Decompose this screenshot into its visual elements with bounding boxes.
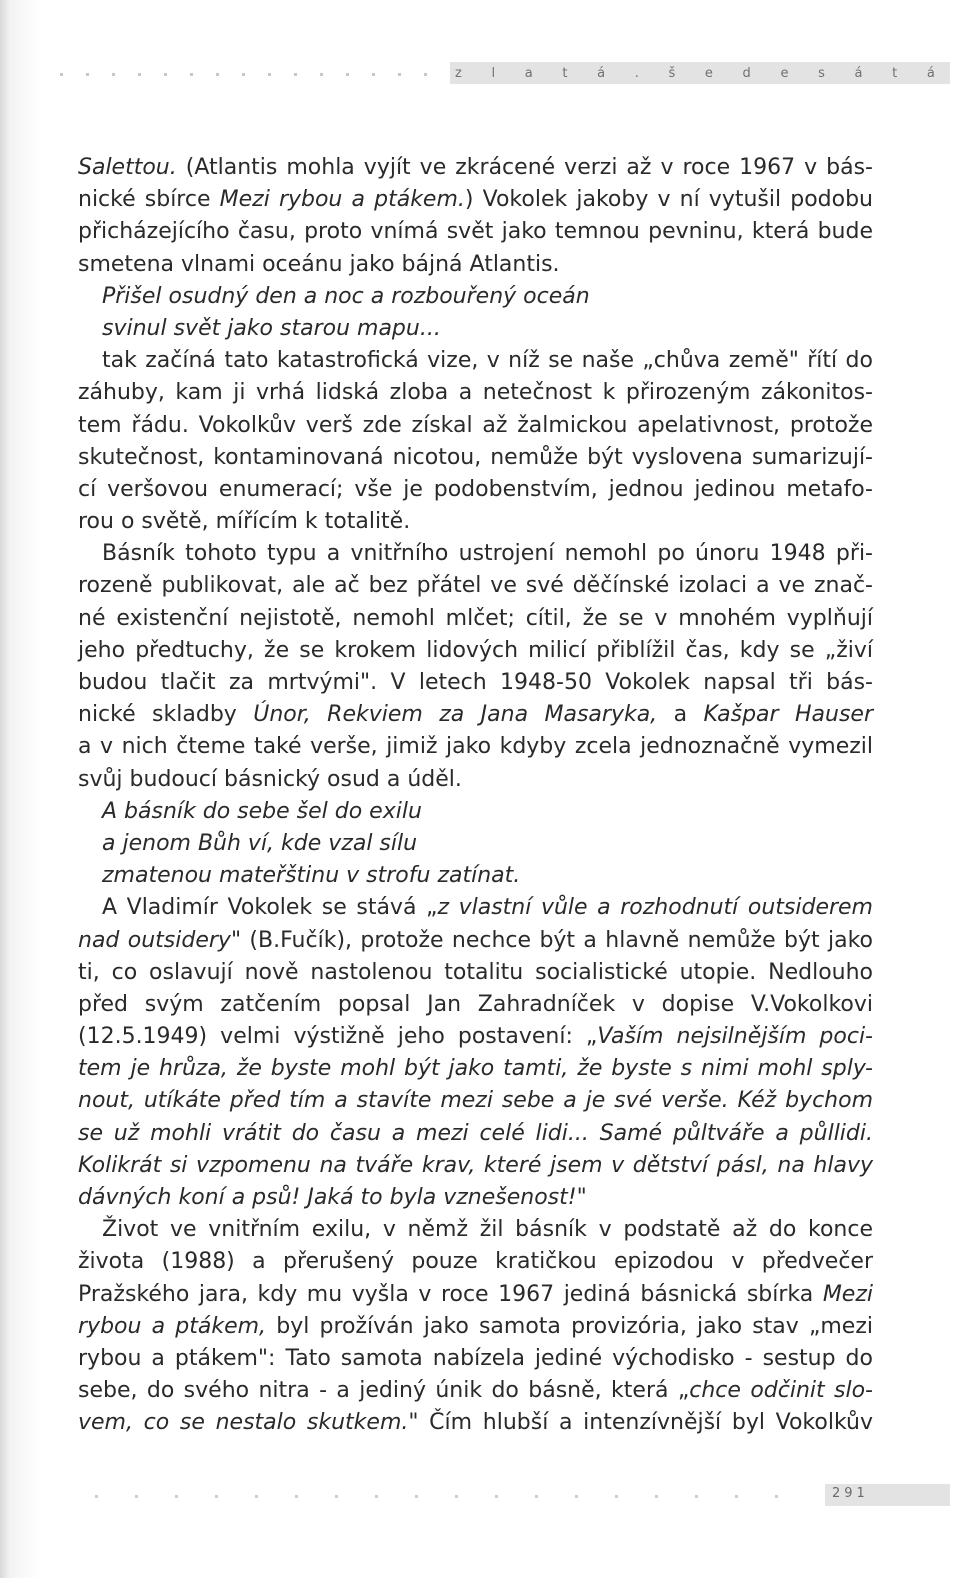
header-letter: s <box>818 65 825 81</box>
running-header <box>0 62 960 84</box>
text-span: a <box>657 702 704 728</box>
text-line <box>78 570 873 602</box>
text-line <box>78 345 873 377</box>
italic-span: dávných koní a psů! Jaká to byla vznešenost! <box>78 1185 577 1210</box>
text-span: Pražského jara, kdy mu vyšla v roce 1967 jediná básnická sbírka <box>78 1281 823 1307</box>
text-line <box>78 184 873 216</box>
text-line <box>78 1407 873 1439</box>
text-span: ) Vokolek jakoby v ní vytušil podobu <box>464 187 873 213</box>
header-letter: t <box>562 65 568 81</box>
text-line <box>78 313 873 345</box>
body-text <box>78 152 873 1440</box>
header-letter: š <box>668 65 676 81</box>
header-letter: á <box>854 65 863 81</box>
italic-span: svinul svět jako starou mapu... <box>102 315 441 341</box>
text-span: nické sbírce <box>78 187 220 213</box>
text-line <box>78 1279 873 1311</box>
text-span: né existenční nejistotě, nemohl mlčet; cítil, že se v mnohém vyplňují <box>78 605 873 631</box>
text-span: záhuby, kam ji vrhá lidská zloba a netečnost k přirozeným zákonitos- <box>78 380 873 406</box>
text-line <box>78 892 873 924</box>
text-line <box>78 249 873 281</box>
text-line <box>78 860 873 892</box>
italic-span: tem je hrůza, že byste mohl být jako tamti, že byste s nimi mohl sply- <box>78 1056 873 1082</box>
header-letter: e <box>704 65 713 81</box>
italic-span: A básník do sebe šel do exilu <box>102 798 422 824</box>
text-span: " Čím hlubší a intenzívnější byl Vokolkův <box>408 1410 873 1436</box>
header-letter: t <box>892 65 898 81</box>
italic-span: Vaším nejsilnějším poci- <box>597 1024 873 1050</box>
text-line <box>78 377 873 409</box>
text-span: tem řádu. Vokolkův verš zde získal až žalmickou apelativnost, protože <box>78 412 873 438</box>
text-line <box>78 731 873 763</box>
text-span: cí veršovou enumerací; vše je podobenstvím, jednou jedinou metafo- <box>78 476 873 502</box>
text-line <box>78 1182 873 1214</box>
text-span: ti, co oslavují nově nastolenou totalitu socialistické utopie. Nedlouho <box>78 959 873 985</box>
italic-span: Kolikrát si vzpomenu na tváře krav, které jsem v dětství pásl, na hlavy <box>78 1152 873 1178</box>
text-line <box>78 667 873 699</box>
text-line <box>78 1343 873 1375</box>
text-line <box>78 442 873 474</box>
page-number: 291 <box>832 1486 869 1501</box>
text-span: " (B.Fučík), protože nechce být a hlavně nemůže být jako <box>230 927 873 953</box>
text-line <box>78 635 873 667</box>
text-span: rou o světě, mířícím k totalitě. <box>78 509 411 535</box>
running-title <box>455 64 935 82</box>
text-line <box>78 152 873 184</box>
header-letter: á <box>926 65 935 81</box>
text-span: (Atlantis mohla vyjít ve zkrácené verzi až v roce 1967 v bás- <box>176 155 873 180</box>
text-line <box>78 828 873 860</box>
text-line <box>78 957 873 989</box>
text-line <box>78 410 873 442</box>
text-span: rozeně publikovat, ale ač bez přátel ve své děčínské izolaci a ve znač- <box>78 573 873 599</box>
text-line <box>78 699 873 731</box>
text-span: tak začíná tato katastrofická vize, v níž se naše „chůva země" řítí do <box>102 348 873 374</box>
text-line <box>78 1375 873 1407</box>
text-span: před svým zatčením popsal Jan Zahradníček v dopise V.Vokolkovi <box>78 991 873 1017</box>
text-line <box>78 796 873 828</box>
text-span: byl prožíván jako samota provizória, jako stav „mezi <box>266 1313 873 1339</box>
italic-span: zmatenou mateřštinu v strofu zatínat. <box>102 863 521 889</box>
italic-span: Kašpar Hauser <box>703 702 873 728</box>
text-span: a v nich čteme také verše, jimiž jako kdyby zcela jednoznačně vymezil <box>78 734 873 760</box>
text-span: nické skladby <box>78 702 254 728</box>
italic-span: Přišel osudný den a noc a rozbouřený oceán <box>102 283 590 309</box>
text-span: Život ve vnitřním exilu, v němž žil básník v podstatě až do konce <box>102 1217 873 1243</box>
text-span: smetena vlnami oceánu jako bájná Atlantis. <box>78 251 560 277</box>
text-span: (12.5.1949) velmi výstižně jeho postavení: „ <box>78 1024 598 1050</box>
italic-span: Mezi rybou a ptákem. <box>219 187 465 213</box>
text-line <box>78 1053 873 1085</box>
text-line <box>78 1085 873 1117</box>
text-line <box>78 506 873 538</box>
italic-span: rybou a ptákem, <box>78 1313 267 1339</box>
text-line <box>78 1150 873 1182</box>
italic-span: z vlastní vůle a rozhodnutí outsiderem <box>437 895 873 921</box>
text-line <box>78 603 873 635</box>
text-span: A Vladimír Vokolek se stává „ <box>102 895 438 921</box>
text-span: skutečnost, kontaminovaná nicotou, nemůže být vyslovena sumarizují- <box>78 444 873 470</box>
text-line <box>78 474 873 506</box>
text-span: " <box>576 1185 587 1210</box>
page-footer <box>0 1484 960 1506</box>
italic-span: chce odčinit slo- <box>689 1378 873 1404</box>
header-letter: . <box>634 65 639 81</box>
text-span: života (1988) a přerušený pouze kratičkou epizodou v předvečer <box>78 1249 873 1275</box>
header-letter: l <box>491 65 496 81</box>
italic-span: Salettou. <box>78 155 177 180</box>
text-line <box>78 1311 873 1343</box>
text-span: jeho předtuchy, že se krokem lidových milicí přiblížil čas, kdy se „živí <box>78 637 873 663</box>
header-letter: a <box>524 65 533 81</box>
text-line <box>78 1118 873 1150</box>
text-line <box>78 989 873 1021</box>
text-line <box>78 1214 873 1246</box>
header-dot-rule <box>60 67 450 79</box>
text-span: přicházejícího času, proto vnímá svět jako temnou pevninu, která bude <box>78 219 873 245</box>
text-line <box>78 925 873 957</box>
text-line <box>78 216 873 248</box>
text-line <box>78 1021 873 1053</box>
text-span: budou tlačit za mrtvými". V letech 1948-50 Vokolek napsal tři bás- <box>78 670 873 695</box>
text-span: sebe, do svého nitra - a jediný únik do básně, která „ <box>78 1378 690 1404</box>
header-letter: z <box>455 65 462 81</box>
footer-dot-rule <box>95 1489 815 1501</box>
text-line <box>78 1246 873 1278</box>
text-line <box>78 764 873 796</box>
italic-span: vem, co se nestalo skutkem. <box>78 1410 409 1436</box>
text-span: svůj budoucí básnický osud a úděl. <box>78 766 462 792</box>
text-line <box>78 538 873 570</box>
text-line <box>78 281 873 313</box>
italic-span: nad outsidery <box>78 927 231 953</box>
text-span: Básník tohoto typu a vnitřního ustrojení nemohl po únoru 1948 při- <box>102 541 873 567</box>
header-letter: á <box>597 65 606 81</box>
header-letter: d <box>742 65 751 81</box>
italic-span: se už mohli vrátit do času a mezi celé lidi... Samé půltváře a půllidi. <box>78 1120 873 1146</box>
italic-span: Únor, Rekviem za Jana Masaryka, <box>253 702 658 728</box>
header-letter: e <box>780 65 789 81</box>
italic-span: Mezi <box>822 1281 873 1307</box>
italic-span: a jenom Bůh ví, kde vzal sílu <box>102 830 418 856</box>
italic-span: nout, utíkáte před tím a stavíte mezi sebe a je své verše. Kéž bychom <box>78 1088 873 1114</box>
text-span: rybou a ptákem": Tato samota nabízela jediné východisko - sestup do <box>78 1345 873 1371</box>
